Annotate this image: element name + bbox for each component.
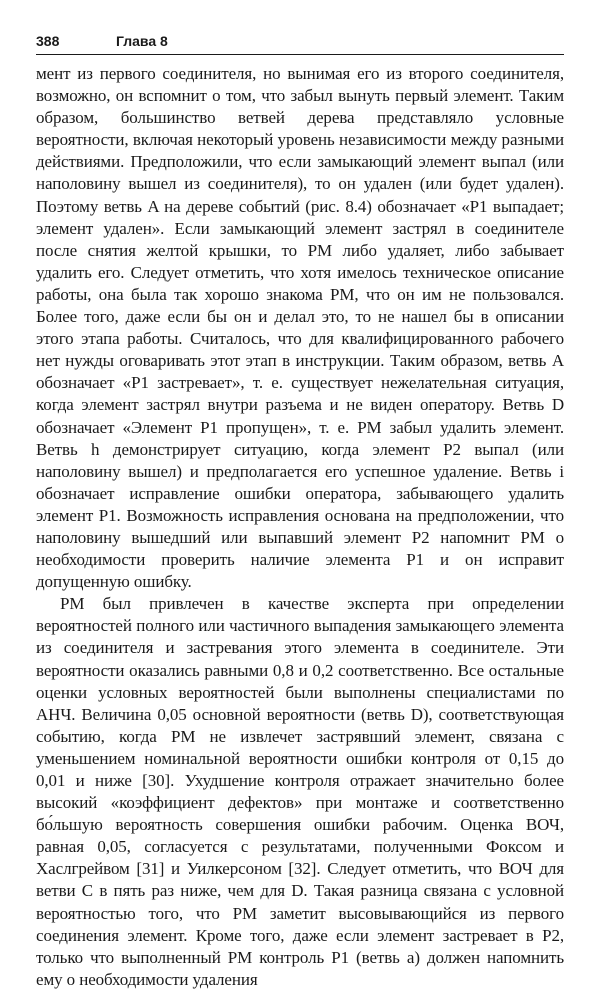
paragraph-2: РМ был привлечен в качестве эксперта при определении вероятностей полного или частичного выпадения замыкающего элемента из соединителя и застревания этого элемента в соединителе. Эти вероятности оказались равными 0,8 и 0,2 соответственно. Все остальные оценки условных вероятностей были выполнены специалистами по АНЧ. Величина 0,05 основной вероятности (ветвь D), соответствующая событию, когда РМ не извлечет застрявший элемент, связана с уменьшением номинальной вероятности ошибки контроля от 0,15 до 0,01 и ниже [30]. Ухудшение контроля отражает значительно более высокий «коэффициент дефектов» при монтаже и соответственно бо́льшую вероятность совершения ошибки рабочим. Оценка ВОЧ, равная 0,05, согласуется с результатами, полученными Фоксом и Хаслгрейвом [31] и Уилкерсоном [32]. Следует отметить, что ВОЧ для ветви C в пять раз ниже, чем для D. Такая разница связана с условной вероятностью того, что РМ заметит высовывающийся из первого соединения элемент. Кроме того, даже если элемент застревает в P2, только что выполненный РМ контроль P1 (ветвь a) должен напомнить ему о необходимости удаления (36, 594, 564, 989)
body-text (36, 63, 564, 991)
running-header (36, 30, 564, 55)
page-number: 388 (36, 33, 60, 49)
chapter-title: Глава 8 (116, 33, 168, 49)
book-page (36, 30, 564, 991)
paragraph-1: мент из первого соединителя, но вынимая его из второго соединителя, возможно, он вспомнит о том, что забыл вынуть первый элемент. Таким образом, большинство ветвей дерева представляло условные вероятности, включая некоторый уровень независимости между разными действиями. Предположили, что если замыкающий элемент выпал (или наполовину вышел из соединителя), то он удален (или будет удален). Поэтому ветвь A на дереве событий (рис. 8.4) обозначает «P1 выпадает; элемент удален». Если замыкающий элемент застрял в соединителе после снятия желтой крышки, то РМ либо удаляет, либо забывает удалить его. Следует отметить, что хотя имелось техническое описание работы, она была так хорошо знакома РМ, что он им не пользовался. Более того, даже если бы он и делал это, то не нашел бы в описании этого этапа работы. Считалось, что для квалифицированного рабочего нет нужды оговаривать этот этап в инструкции. Таким образом, ветвь A обозначает «P1 застревает», т. е. существует нежелательная ситуация, когда элемент застрял внутри разъема и не виден оператору. Ветвь D обозначает «Элемент P1 пропущен», т. е. РМ забыл удалить элемент. Ветвь h демонстрирует ситуацию, когда элемент P2 выпал (или наполовину вышел) и предполагается его успешное удаление. Ветвь i обозначает исправление ошибки оператора, забывающего удалить элемент P1. Возможность исправления основана на предположении, что наполовину вышедший или выпавший элемент P2 напомнит РМ о необходимости проверить наличие элемента P1 и он исправит допущенную ошибку. (36, 64, 564, 592)
